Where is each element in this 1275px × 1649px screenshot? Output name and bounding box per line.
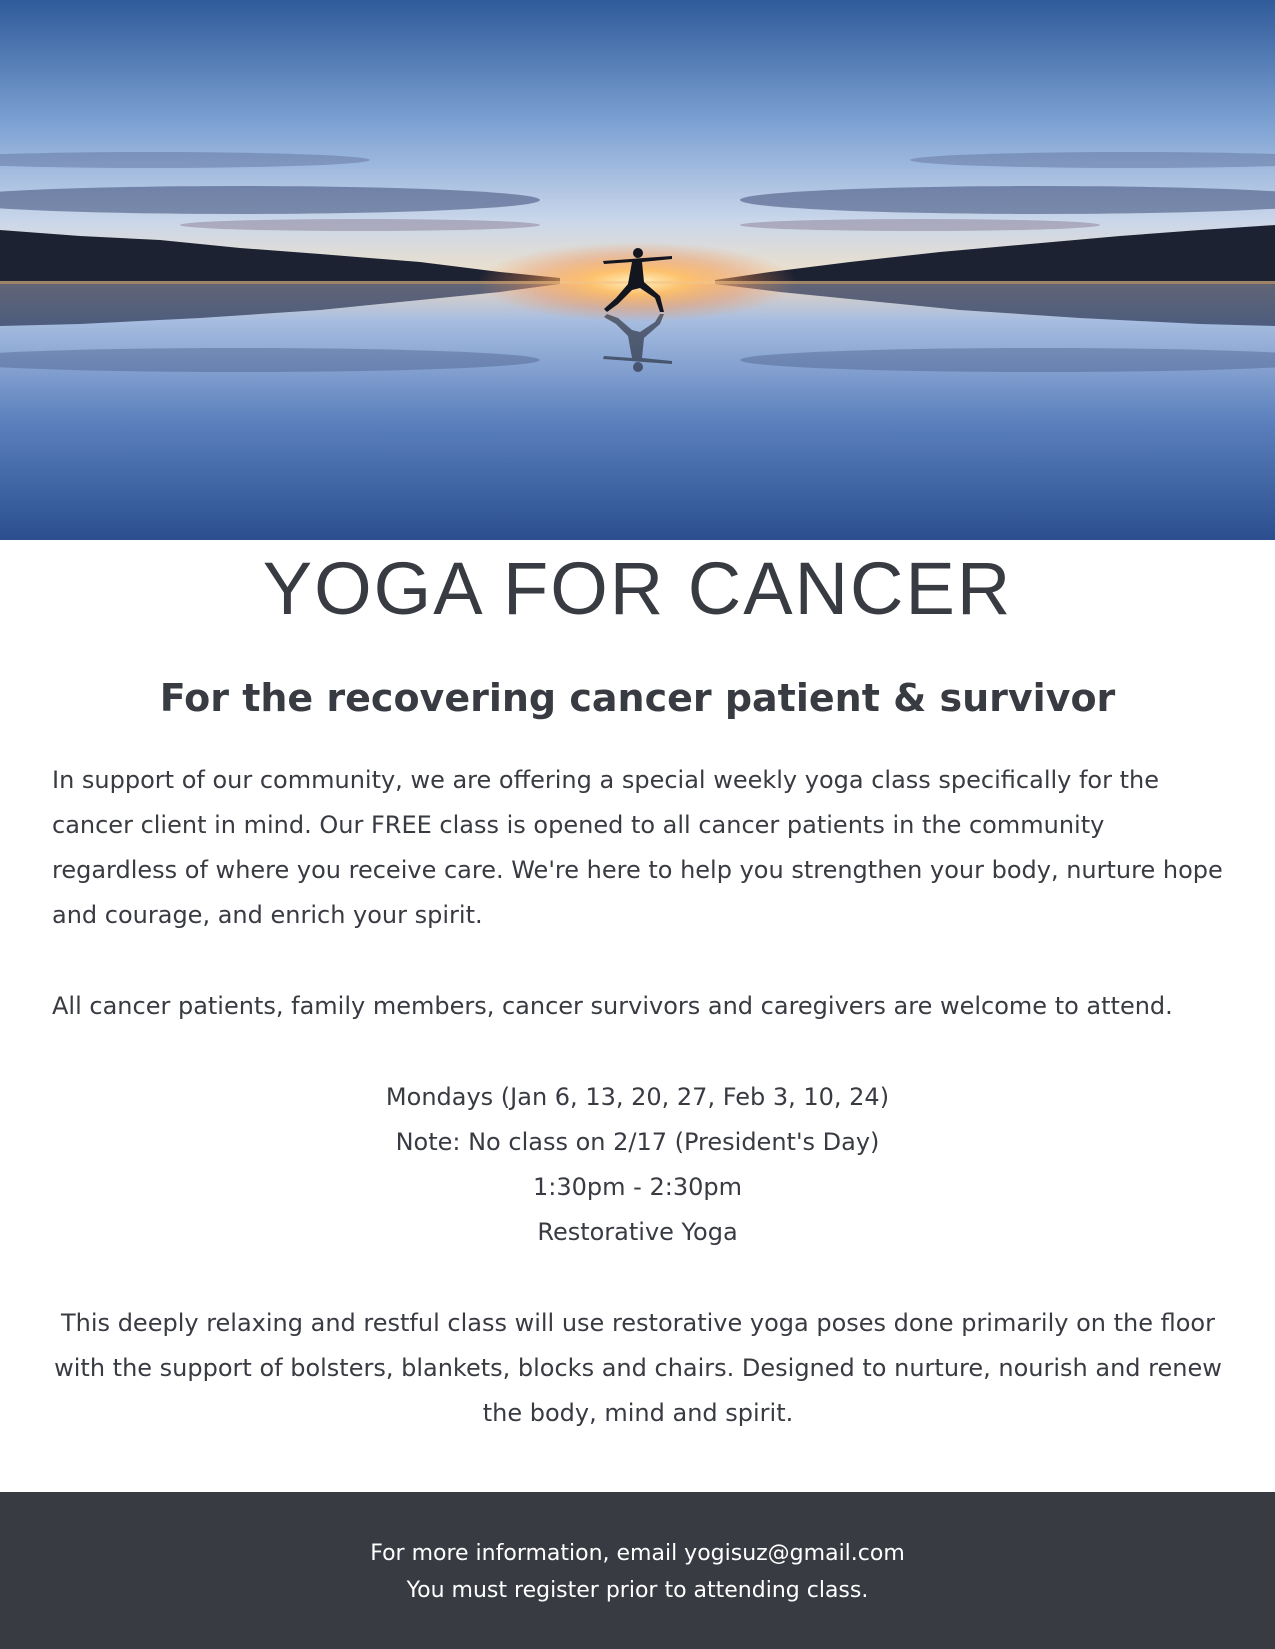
page-title: YOGA FOR CANCER (262, 547, 1013, 630)
welcome-paragraph: All cancer patients, family members, cancer survivors and caregivers are welcome to attend. (52, 992, 1173, 1020)
footer-info-line: For more information, email yogisuz@gmail.com (370, 1541, 905, 1566)
footer (0, 1492, 1275, 1649)
yoga-sunset-illustration (0, 0, 1275, 540)
hero-image (0, 0, 1275, 540)
footer-register-line: You must register prior to attending class. (406, 1578, 869, 1603)
schedule-time: 1:30pm - 2:30pm (533, 1173, 742, 1201)
intro-paragraph: In support of our community, we are offering a special weekly yoga class specifically for the cancer client in mind. Our FREE class is opened to all cancer patients in the community regardless of where you receive care. We're here to help you strengthen your body, nurture hope and courage, and enrich your spirit. (52, 766, 1223, 929)
page-subtitle: For the recovering cancer patient & survivor (159, 676, 1116, 720)
schedule-dates: Mondays (Jan 6, 13, 20, 27, Feb 3, 10, 24) (385, 1083, 890, 1111)
class-description: This deeply relaxing and restful class will use restorative yoga poses done primarily on the floor with the support of bolsters, blankets, blocks and chairs. Designed to nurture, nourish and renew the body, mind and spirit. (54, 1309, 1222, 1427)
class-name: Restorative Yoga (537, 1218, 738, 1246)
schedule-block (0, 1075, 1275, 1255)
schedule-note: Note: No class on 2/17 (President's Day) (395, 1128, 880, 1156)
